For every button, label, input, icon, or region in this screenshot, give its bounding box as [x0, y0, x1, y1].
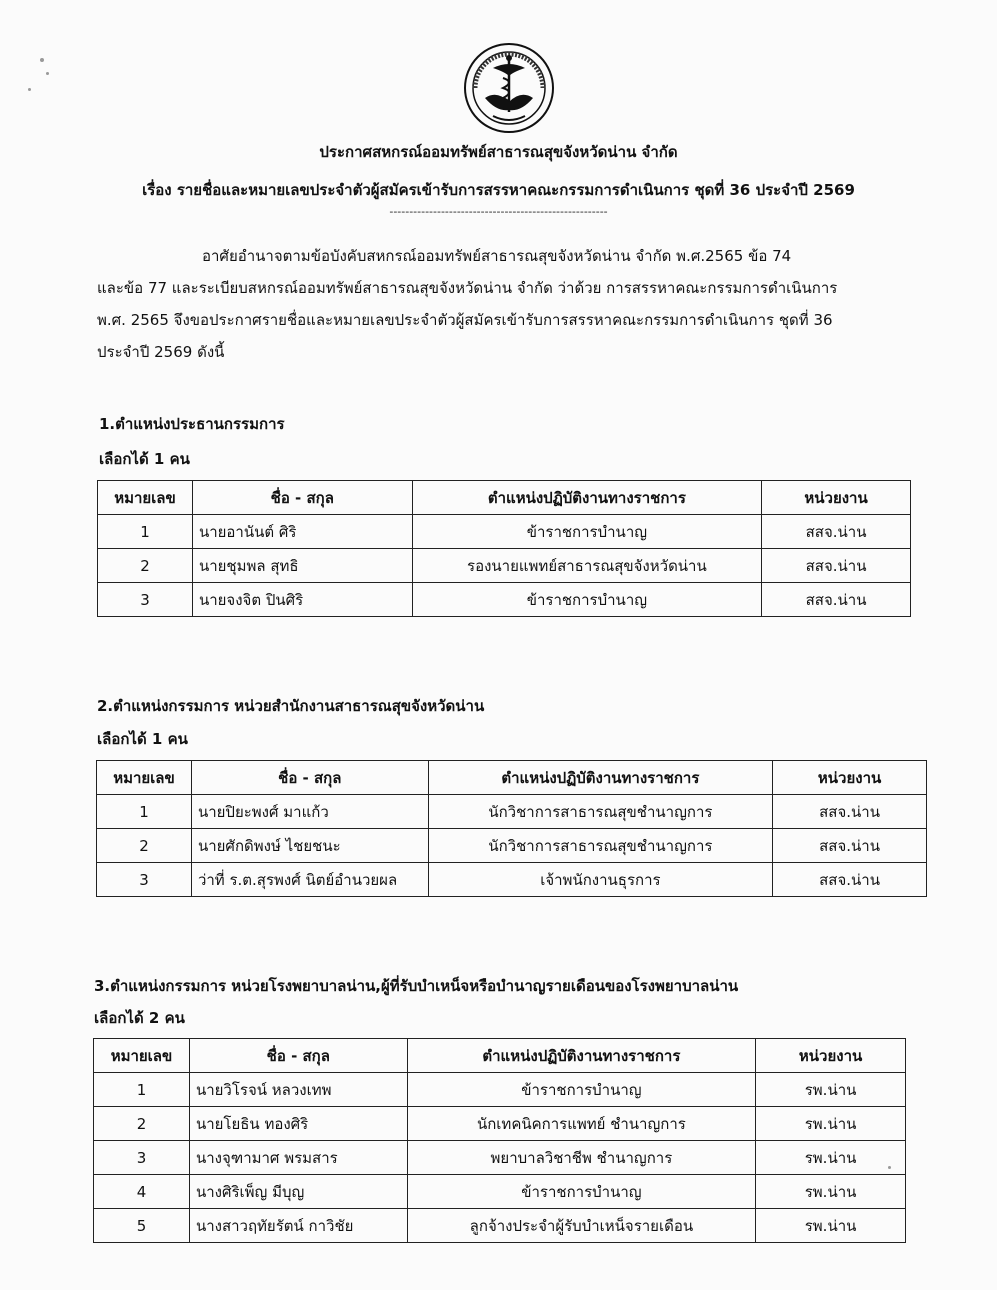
col-position: ตำแหน่งปฏิบัติงานทางราชการ: [407, 1039, 755, 1073]
candidate-name: นางจุฑามาศ พรมสาร: [189, 1141, 407, 1175]
table-row: [97, 829, 927, 863]
candidate-position: รองนายแพทย์สาธารณสุขจังหวัดน่าน: [412, 549, 761, 583]
candidate-position: ลูกจ้างประจำผู้รับบำเหน็จรายเดือน: [407, 1209, 755, 1243]
announcement-subject: เรื่อง รายชื่อและหมายเลขประจำตัวผู้สมัครเข้ารับการสรรหาคณะกรรมการดำเนินการ ชุดที่ 36 ประจำปี 2569: [142, 181, 855, 199]
table-row: [94, 1175, 906, 1209]
candidate-name: นายปิยะพงศ์ มาแก้ว: [191, 795, 428, 829]
candidate-position: พยาบาลวิชาชีพ ชำนาญการ: [407, 1141, 755, 1175]
candidate-name: ว่าที่ ร.ต.สุรพงศ์ นิตย์อำนวยผล: [191, 863, 428, 897]
intro-line-4: ประจำปี 2569 ดังนี้: [97, 343, 225, 361]
candidate-unit: สสจ.น่าน: [762, 583, 911, 617]
candidate-position: นักวิชาการสาธารณสุขชำนาญการ: [428, 795, 773, 829]
table-row: [94, 1107, 906, 1141]
col-name: ชื่อ - สกุล: [189, 1039, 407, 1073]
candidate-name: นายศักดิพงษ์ ไชยชนะ: [191, 829, 428, 863]
candidate-number: 2: [97, 829, 192, 863]
table-row: [94, 1209, 906, 1243]
candidate-unit: สสจ.น่าน: [773, 829, 927, 863]
candidate-number: 4: [94, 1175, 190, 1209]
candidate-unit: รพ.น่าน: [756, 1209, 906, 1243]
intro-paragraph: [97, 240, 915, 368]
section-1-table: [97, 480, 911, 617]
table-row: [97, 795, 927, 829]
candidate-number: 3: [98, 583, 193, 617]
candidate-unit: สสจ.น่าน: [762, 515, 911, 549]
section-1-title: 1.ตำแหน่งประธานกรรมการ: [99, 415, 285, 433]
table-header-row: [97, 761, 927, 795]
section-2-table: [96, 760, 927, 897]
section-3-table: [93, 1038, 906, 1243]
col-position: ตำแหน่งปฏิบัติงานทางราชการ: [412, 481, 761, 515]
candidate-position: เจ้าพนักงานธุรการ: [428, 863, 773, 897]
col-unit: หน่วยงาน: [762, 481, 911, 515]
divider: -------------------------------------------------------: [389, 205, 608, 218]
candidate-unit: รพ.น่าน: [756, 1141, 906, 1175]
col-unit: หน่วยงาน: [773, 761, 927, 795]
candidate-number: 3: [94, 1141, 190, 1175]
candidate-name: นางสาวฤทัยรัตน์ กาวิชัย: [189, 1209, 407, 1243]
candidate-position: ข้าราชการบำนาญ: [412, 515, 761, 549]
candidate-unit: รพ.น่าน: [756, 1107, 906, 1141]
candidate-unit: สสจ.น่าน: [762, 549, 911, 583]
intro-line-3: พ.ศ. 2565 จึงขอประกาศรายชื่อและหมายเลขประจำตัวผู้สมัครเข้ารับการสรรหาคณะกรรมการดำเนินการ ชุดที่ 36: [97, 311, 833, 329]
candidate-name: นายอานันต์ ศิริ: [192, 515, 412, 549]
candidate-name: นางศิริเพ็ญ มีบุญ: [189, 1175, 407, 1209]
cooperative-seal-logo: [463, 42, 555, 134]
col-unit: หน่วยงาน: [756, 1039, 906, 1073]
candidate-number: 5: [94, 1209, 190, 1243]
intro-line-1: อาศัยอำนาจตามข้อบังคับสหกรณ์ออมทรัพย์สาธารณสุขจังหวัดน่าน จำกัด พ.ศ.2565 ข้อ 74: [202, 247, 792, 265]
candidate-name: นายจงจิต ปินศิริ: [192, 583, 412, 617]
candidate-number: 1: [98, 515, 193, 549]
candidate-number: 1: [97, 795, 192, 829]
candidate-name: นายโยธิน ทองศิริ: [189, 1107, 407, 1141]
section-3-select-count: เลือกได้ 2 คน: [94, 1009, 185, 1027]
candidate-number: 2: [94, 1107, 190, 1141]
candidate-name: นายวิโรจน์ หลวงเทพ: [189, 1073, 407, 1107]
candidate-number: 2: [98, 549, 193, 583]
candidate-unit: สสจ.น่าน: [773, 863, 927, 897]
candidate-position: นักวิชาการสาธารณสุขชำนาญการ: [428, 829, 773, 863]
candidate-number: 3: [97, 863, 192, 897]
candidate-unit: รพ.น่าน: [756, 1073, 906, 1107]
col-number: หมายเลข: [94, 1039, 190, 1073]
table-row: [98, 515, 911, 549]
candidate-unit: สสจ.น่าน: [773, 795, 927, 829]
announcement-title: ประกาศสหกรณ์ออมทรัพย์สาธารณสุขจังหวัดน่าน จำกัด: [319, 143, 678, 161]
candidate-position: นักเทคนิคการแพทย์ ชำนาญการ: [407, 1107, 755, 1141]
table-row: [97, 863, 927, 897]
candidate-position: ข้าราชการบำนาญ: [407, 1175, 755, 1209]
col-number: หมายเลข: [97, 761, 192, 795]
candidate-name: นายชุมพล สุทธิ: [192, 549, 412, 583]
section-1-select-count: เลือกได้ 1 คน: [99, 450, 190, 468]
table-row: [94, 1073, 906, 1107]
table-row: [98, 583, 911, 617]
section-2-title: 2.ตำแหน่งกรรมการ หน่วยสำนักงานสาธารณสุขจังหวัดน่าน: [97, 697, 485, 715]
candidate-position: ข้าราชการบำนาญ: [407, 1073, 755, 1107]
intro-line-2: และข้อ 77 และระเบียบสหกรณ์ออมทรัพย์สาธารณสุขจังหวัดน่าน จำกัด ว่าด้วย การสรรหาคณะกรรมการดำเนินการ: [97, 279, 838, 297]
table-header-row: [98, 481, 911, 515]
col-position: ตำแหน่งปฏิบัติงานทางราชการ: [428, 761, 773, 795]
table-row: [94, 1141, 906, 1175]
col-name: ชื่อ - สกุล: [191, 761, 428, 795]
table-header-row: [94, 1039, 906, 1073]
section-3-title: 3.ตำแหน่งกรรมการ หน่วยโรงพยาบาลน่าน,ผู้ที่รับบำเหน็จหรือบำนาญรายเดือนของโรงพยาบาลน่าน: [94, 977, 739, 995]
table-row: [98, 549, 911, 583]
candidate-number: 1: [94, 1073, 190, 1107]
section-2-select-count: เลือกได้ 1 คน: [97, 730, 188, 748]
candidate-position: ข้าราชการบำนาญ: [412, 583, 761, 617]
candidate-unit: รพ.น่าน: [756, 1175, 906, 1209]
col-name: ชื่อ - สกุล: [192, 481, 412, 515]
col-number: หมายเลข: [98, 481, 193, 515]
